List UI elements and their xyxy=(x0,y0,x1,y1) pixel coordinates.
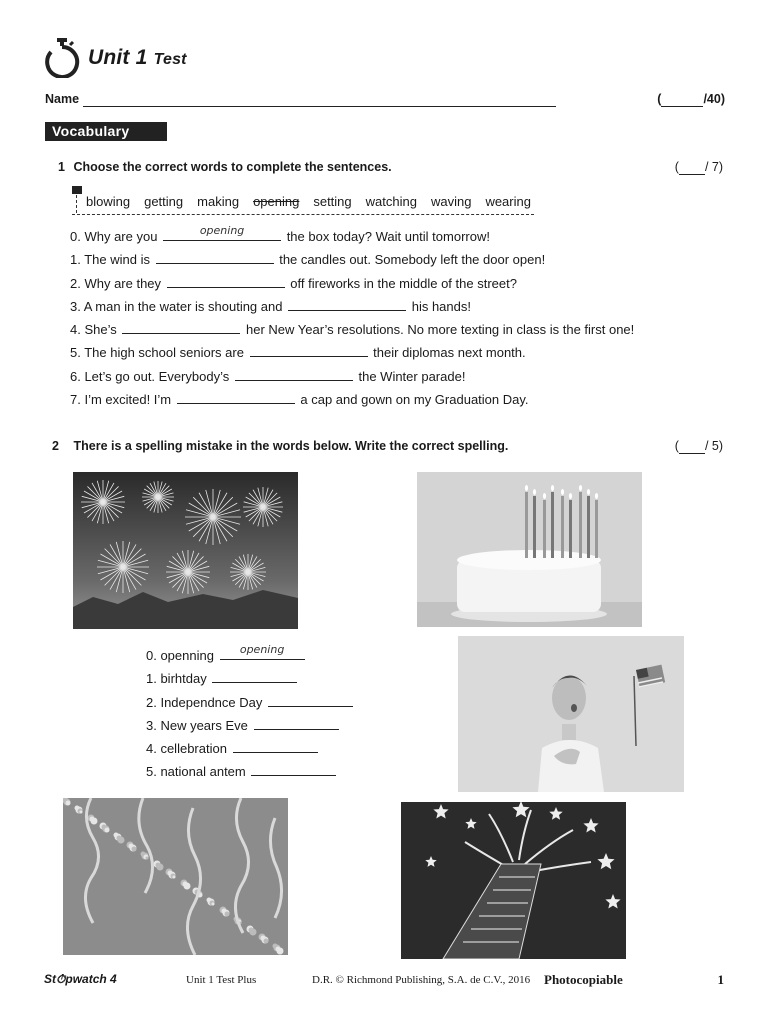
man-with-flag-photo xyxy=(458,636,684,792)
exercise-2-instruction xyxy=(52,439,723,453)
spelling-item xyxy=(146,715,355,738)
page-number: 1 xyxy=(717,972,724,987)
sentence-before: 5. The high school seniors are xyxy=(70,345,244,361)
handwritten-answer: opening xyxy=(199,224,245,237)
ex2-points-close: / 5) xyxy=(704,439,723,453)
answer-blank[interactable] xyxy=(235,366,353,381)
answer-blank[interactable] xyxy=(250,342,368,357)
sentence-before: 1. The wind is xyxy=(70,252,150,268)
ex1-points-open: ( xyxy=(674,160,679,174)
exercise-1-points xyxy=(675,160,723,175)
misspelled-word: 4. cellebration xyxy=(146,741,227,757)
spelling-item xyxy=(146,668,355,691)
footer-test-name: Unit 1 Test Plus xyxy=(186,974,257,986)
spelling-item xyxy=(146,738,355,761)
word-bank-words xyxy=(86,194,531,209)
spelling-answer-blank[interactable] xyxy=(220,645,305,660)
sentence-before: 4. She’s xyxy=(70,322,117,338)
sentence-after: the candles out. Somebody left the door open! xyxy=(279,252,546,268)
word-bank-word: getting xyxy=(144,194,184,209)
word-bank-word: opening xyxy=(253,194,300,209)
ex2-points-open: ( xyxy=(674,439,679,453)
exercise-2-text: There is a spelling mistake in the words below. Write the correct spelling. xyxy=(73,439,509,453)
word-bank-word: making xyxy=(197,194,240,209)
answer-blank[interactable] xyxy=(288,296,406,311)
sentence-item xyxy=(70,389,634,412)
sentence-before: 6. Let’s go out. Everybody’s xyxy=(70,368,230,384)
exercise-2-points xyxy=(675,439,723,454)
misspelled-word: 5. national antem xyxy=(146,764,246,780)
title-main: Unit 1 xyxy=(88,46,148,69)
sentence-after: off fireworks in the middle of the street? xyxy=(290,275,517,291)
misspelled-word: 0. openning xyxy=(146,648,214,663)
sentence-item xyxy=(70,296,634,319)
sentence-item xyxy=(70,319,634,342)
word-bank-word: waving xyxy=(430,194,472,209)
spelling-answer-blank[interactable] xyxy=(254,715,339,730)
answer-blank[interactable] xyxy=(167,273,285,288)
sentence-item xyxy=(70,273,634,296)
sentence-after: a cap and gown on my Graduation Day. xyxy=(300,392,529,408)
sentence-after: his hands! xyxy=(411,298,471,314)
sentence-after: her New Year’s resolutions. No more texting in class is the first one! xyxy=(246,322,635,338)
footer-photocopiable: Photocopiable xyxy=(544,972,623,987)
ex2-points-blank[interactable] xyxy=(679,439,705,454)
sentence-item xyxy=(70,249,634,272)
word-bank xyxy=(72,186,534,215)
sentence-after: the box today? Wait until tomorrow! xyxy=(286,229,490,244)
sentence-item xyxy=(70,226,634,249)
total-score xyxy=(657,92,725,107)
sentence-before: 7. I’m excited! I’m xyxy=(70,392,172,408)
total-score-blank[interactable] xyxy=(661,92,703,107)
birthday-cake-photo xyxy=(417,472,642,627)
spelling-item xyxy=(146,692,355,715)
exercise-1-sentences xyxy=(70,226,634,412)
exercise-1-number: 1 xyxy=(58,160,65,174)
ex1-points-close: / 7) xyxy=(704,160,723,174)
spelling-answer-blank[interactable] xyxy=(233,738,318,753)
answer-blank[interactable] xyxy=(163,226,281,241)
word-bank-word: wearing xyxy=(485,194,531,209)
exercise-2-number: 2 xyxy=(52,439,59,453)
spelling-answer-blank[interactable] xyxy=(251,761,336,776)
chalk-firework-lettering-photo xyxy=(401,802,626,959)
spelling-answer-blank[interactable] xyxy=(268,692,353,707)
fireworks-photo xyxy=(73,472,298,629)
sentence-item xyxy=(70,342,634,365)
title-sub: Test xyxy=(153,51,187,68)
footer xyxy=(44,972,724,992)
exercise-1-instruction xyxy=(58,160,723,174)
name-row xyxy=(45,92,725,112)
answer-blank[interactable] xyxy=(156,249,274,264)
footer-copyright: D.R. © Richmond Publishing, S.A. de C.V., 2016 xyxy=(312,974,531,986)
sentence-before: 2. Why are they xyxy=(70,275,162,291)
word-bank-word: watching xyxy=(365,194,417,209)
flag-pole xyxy=(76,195,77,213)
word-bank-word: setting xyxy=(313,194,352,209)
spelling-item xyxy=(146,645,355,668)
misspelled-word: 2. Independnce Day xyxy=(146,694,263,710)
name-field[interactable] xyxy=(83,106,556,107)
exercise-2-items xyxy=(146,645,355,785)
ex1-points-blank[interactable] xyxy=(679,160,705,175)
confetti-streamers-photo xyxy=(63,798,288,955)
misspelled-word: 1. birhtday xyxy=(146,671,207,687)
spelling-item xyxy=(146,761,355,784)
misspelled-word: 3. New years Eve xyxy=(146,717,248,733)
total-score-open: ( xyxy=(657,92,662,106)
sentence-after: the Winter parade! xyxy=(358,368,466,384)
footer-brand: St⏱pwatch 4 xyxy=(44,972,117,986)
section-heading-vocabulary: Vocabulary xyxy=(45,122,167,141)
page-title xyxy=(88,46,187,70)
spelling-answer-blank[interactable] xyxy=(212,668,297,683)
name-label: Name xyxy=(45,92,80,106)
word-bank-word: blowing xyxy=(86,194,131,209)
flag-icon xyxy=(72,186,82,194)
total-score-close: /40) xyxy=(703,92,725,106)
sentence-before: 0. Why are you xyxy=(70,229,158,244)
sentence-before: 3. A man in the water is shouting and xyxy=(70,298,283,314)
stopwatch-logo-icon xyxy=(44,38,80,78)
answer-blank[interactable] xyxy=(177,389,295,404)
exercise-1-text: Choose the correct words to complete the sentences. xyxy=(73,160,392,174)
handwritten-answer: opening xyxy=(239,643,285,656)
sentence-item xyxy=(70,366,634,389)
answer-blank[interactable] xyxy=(122,319,240,334)
sentence-after: their diplomas next month. xyxy=(373,345,526,361)
